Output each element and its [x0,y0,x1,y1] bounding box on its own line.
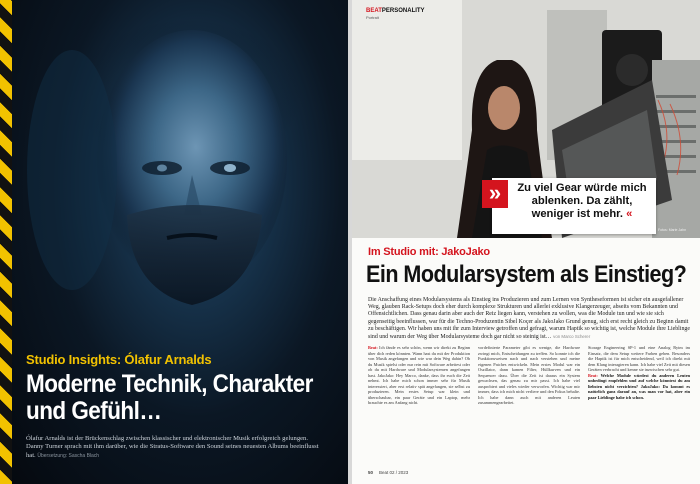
interview-question-marker: Beat: [368,345,378,350]
column-text: Storage Engineering SP-1 und eine Analog Rytm im Einsatz, die dem Setup weitere Farben geben. Besonders die Haptik ist für mich entscheidend, weil ich direkt mit dem Klang interagieren kann. Ich habe viel Zeit mit diesen Geräten verbracht und kenne sie inzwischen sehr gut. [588,345,690,373]
quote-text [514,182,650,222]
column-question-text: Welche Module würdest du anderen Leuten unbedingt empfehlen und auf welche könntest du am liebsten nicht verzichten? JakoJako: Da kommt es natürlich ganz darauf an, was man vor hat, aber ein paar Lieblinge habe ich schon. [588,372,690,400]
studio-photo [352,0,700,238]
rubric-label: PERSONALITY [381,8,425,14]
body-columns [368,345,690,465]
rubric-sub: Portrait [366,15,379,20]
lead-text: Ólafur Arnalds ist der Brückenschlag zwischen klassischer und elektronischer Musik erfolgreich gelungen. Danny Turner sprach mit ihm darüber, wie die Stratus-Software den Sound seines neuesten Albums beeinflusst hat. [26,435,319,459]
article-kicker-right: Im Studio mit: JakoJako [368,246,490,258]
article-headline: Moderne Technik, Charakter und Gefühl… [26,370,313,425]
page-folio [368,470,408,475]
photo-credit: Fotos: Marie Jahn [658,228,687,232]
issue-label: Beat 02 / 2023 [379,470,409,475]
page-number: 50 [368,470,374,475]
interview-question-marker: Beat: [588,372,598,378]
article-headline-right: Ein Modularsystem als Einstieg? [366,261,687,288]
left-page [12,0,348,484]
hazard-stripe [0,0,12,484]
right-page [352,0,700,484]
portrait-photo [12,0,348,340]
lead-text-right: Die Anschaffung eines Modularsystems als Einstieg ins Produzieren und zum Lernen von Syntheseformen ist sicher ein ausgefallener Weg, glauben Rack-Setups doch eher durch komplexe Strukturen und allerlei exklusive Klangerzeuger, abseits vom Bekannten und Offensichtlichen. Dass genau darin aber auch der Reiz liegen kann, verstehen zu wollen, was die Module tun und wie sie sich gegenseitig beeinflussen, war für die Techno-Produzentin Sibel Koçer als JakoJako Grund genug, sich erst recht gleich zu Beginn damit zu beschäftigen. Wir haben uns mit ihr zum Interview getroffen und gefragt, warum Haptik so wichtig ist, welche Module ihre Lieblinge sind und warum der Weg über Modularsysteme doch gar nicht so steinig ist… [368,297,690,341]
body-column-2 [478,345,580,465]
translation-credit: Übersetzung: Sascha Blach [37,452,100,459]
quote-body: Zu viel Gear würde mich ablenken. Da zählt, weniger ist mehr. [517,182,647,221]
section-rubric [366,8,425,14]
body-column-1 [368,345,470,465]
column-text: Ich fände es sehr schön, wenn wir direkt zu Beginn über dich reden könnten. Wann hast du mit der Produktion von Musik angefangen und wie war dein Weg dahin? Ob du Musik spielst oder nur rein mit Software arbeitest oder ob du mit Hardware und Modularsystemen angefangen hast. JakoJako: Hey Marco, danke, dass ihr euch die Zeit nehmt. Ich habe mich schon immer sehr für Musik interessiert, aber erst relativ spät angefangen, sie selbst zu produzieren. Mein erstes Setup war klein und überschaubar, ein paar Geräte und ein Laptop, mehr brauchte es am Anfang nicht. [368,345,470,406]
left-article-header [26,352,342,460]
article-lead-right [368,297,690,341]
body-column-3 [588,345,690,465]
article-lead [26,435,326,460]
article-kicker: Studio Insights: Ólafur Arnalds [26,352,212,367]
quote-close-mark: « [626,208,633,221]
column-text: vordefinierte Parameter gibt es wenige, die Hardware zwingt mich, Entscheidungen zu treffen. So konnte ich die Funktionsweisen nach und nach verstehen und meine eigenen Patches entwickeln. Mein erstes Modul war ein Oszillator, dann kamen Filter, Hüllkurven und ein Sequencer dazu. Über die Zeit ist daraus ein System gewachsen, das genau zu mir passt. Ich habe viel ausprobiert und vieles wieder verworfen. Wichtig war mir immer, dass ich mich nicht verliere und den Fokus behalte. Ich habe dann auch mit anderen Leuten zusammengearbeitet. [478,345,580,406]
rubric-accent: BEAT [366,8,382,14]
article-author: von Marco Scherer [553,334,591,340]
quote-open-mark: » [482,180,508,208]
pull-quote [488,178,656,234]
